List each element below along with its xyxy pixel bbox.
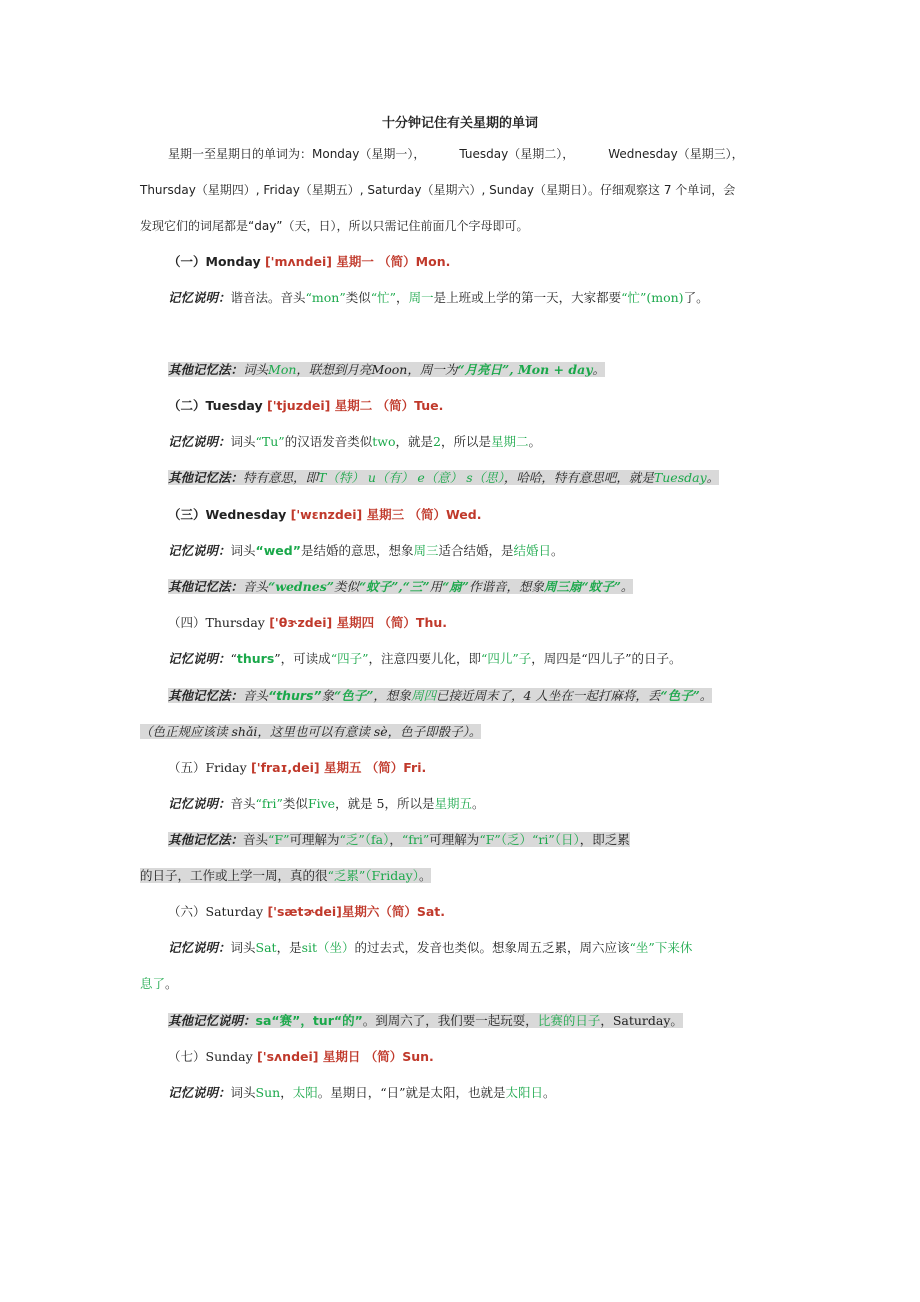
text: ，所以是 <box>440 434 491 449</box>
text: “坐”下来休 <box>629 940 693 955</box>
text: 词头 <box>230 543 256 558</box>
intro-line-1 <box>168 144 790 164</box>
text: 星期五 <box>434 796 473 811</box>
text: sa“赛”，tur“的” <box>255 1013 363 1028</box>
text: ， <box>396 290 409 305</box>
text: “四子” <box>330 651 369 666</box>
intro-line-2: Thursday（星期四）, Friday（星期五）, Saturday（星期六）, Sunday（星期日）。仔细观察这 7 个单词，会 <box>140 183 736 197</box>
text: 特有意思，即 <box>243 470 319 485</box>
text: 结婚日 <box>513 543 551 558</box>
text: 词头 <box>230 940 256 955</box>
memory-label: 记忆说明： <box>168 543 231 558</box>
text: “忙”(mon) <box>621 290 684 305</box>
text: 太阳 <box>292 1085 318 1100</box>
memory-label: 记忆说明： <box>168 651 231 666</box>
text: 太阳日 <box>505 1085 544 1100</box>
memory-label: 记忆说明： <box>168 434 231 449</box>
intro-text-1c: Wednesday（星期三）， <box>608 147 744 161</box>
text: Sun <box>255 1085 281 1100</box>
text: 周一 <box>408 290 434 305</box>
text: 。 <box>699 688 713 703</box>
heading-phonetic: ['tjuzdei] 星期二 （简）Tue. <box>262 398 444 413</box>
text: “色子” <box>660 688 700 703</box>
heading-number: （三） <box>168 507 206 522</box>
heading-word: Tuesday <box>205 398 263 413</box>
text: 音头 <box>243 832 269 847</box>
intro-text-1b: Tuesday（星期二）， <box>459 147 575 161</box>
monday-memory-note <box>168 288 790 308</box>
text: thurs <box>236 651 275 666</box>
text: ，周四是“四儿子”的日子。 <box>531 651 682 666</box>
saturday-other-method <box>168 1011 790 1031</box>
tuesday-other-method <box>168 468 790 488</box>
memory-label: 记忆说明： <box>168 290 231 305</box>
heading-phonetic: ['mʌndei] 星期一 （简）Mon. <box>260 254 451 269</box>
text: “四儿”子 <box>480 651 532 666</box>
highlighted-text <box>168 688 712 703</box>
text: “thurs” <box>268 688 322 703</box>
heading-number: （六）Saturday <box>168 904 264 919</box>
text: 。 <box>472 796 485 811</box>
text: 。 <box>551 543 564 558</box>
text: “fri” <box>255 796 283 811</box>
text: 。到周六了，我们要一起玩耍， <box>362 1013 538 1028</box>
highlighted-text <box>168 470 719 485</box>
text: 已接近周末了，4 人坐在一起打麻将，丢 <box>435 688 661 703</box>
text: ，注意四要儿化，即 <box>368 651 481 666</box>
text: 词头 <box>243 362 269 377</box>
text: Five <box>307 796 336 811</box>
text: 适合结婚，是 <box>438 543 514 558</box>
text: “乏累”（Friday） <box>327 868 419 883</box>
text: 。 <box>620 579 634 594</box>
intro-text-1a: 星期一至星期日的单词为：Monday（星期一）， <box>168 147 426 161</box>
heading-number: （二） <box>168 398 206 413</box>
text: Moon，周一为 <box>371 362 458 377</box>
text: “ <box>230 651 237 666</box>
tuesday-memory-note <box>168 432 790 452</box>
text: 用 <box>429 579 443 594</box>
text: 谐音法。音头 <box>230 290 306 305</box>
heading-phonetic: ['sætɚdei]星期六（简）Sat. <box>263 904 446 919</box>
thursday-other-method-cont <box>140 722 790 742</box>
text: 音头 <box>243 688 269 703</box>
text: “色子” <box>334 688 374 703</box>
text: Tuesday <box>653 470 707 485</box>
heading-word: Wednesday <box>205 507 287 522</box>
text: ，Saturday。 <box>600 1013 683 1028</box>
text: “fri” <box>401 832 430 847</box>
wednesday-heading <box>168 505 790 525</box>
saturday-memory-note <box>168 938 790 958</box>
text: 是上班或上学的第一天，大家都要 <box>433 290 622 305</box>
page-title: 十分钟记住有关星期的单词 <box>381 116 538 131</box>
saturday-memory-note-cont <box>140 974 790 994</box>
text: 词头 <box>230 434 256 449</box>
text: 。星期日，“日”就是太阳，也就是 <box>317 1085 506 1100</box>
tuesday-heading <box>168 396 790 416</box>
text: ，是 <box>276 940 302 955</box>
highlighted-text <box>168 832 630 847</box>
other-label: 其他记忆法： <box>168 470 244 485</box>
text: 。 <box>592 362 605 377</box>
text: ，就是 <box>395 434 433 449</box>
thursday-other-method <box>168 686 790 706</box>
text: 可理解为 <box>429 832 480 847</box>
text: 周三扇“蚊子” <box>544 579 621 594</box>
other-label: 其他记忆法： <box>168 579 244 594</box>
wednesday-memory-note <box>168 541 790 561</box>
text: “F”（乏）“ri”（日） <box>479 832 580 847</box>
heading-number: （一） <box>168 254 206 269</box>
text: “wed” <box>255 543 301 558</box>
highlighted-text <box>168 1013 683 1028</box>
text: 可理解为 <box>289 832 340 847</box>
friday-other-method <box>168 830 790 850</box>
highlighted-text <box>140 868 431 883</box>
text: “wednes” <box>268 579 334 594</box>
text: 类似 <box>345 290 371 305</box>
intro-line-3: 发现它们的词尾都是“day”（天，日），所以只需记住前面几个字母即可。 <box>140 219 529 233</box>
other-label: 其他记忆法： <box>168 688 244 703</box>
text: ，就是 5，所以是 <box>335 796 435 811</box>
thursday-memory-note <box>168 649 790 669</box>
highlighted-text: （色正规应该读 shǎi，这里也可以有意读 sè，色子即骰子）。 <box>140 724 482 739</box>
text: ， <box>280 1085 293 1100</box>
thursday-heading <box>168 613 790 633</box>
text: ， <box>389 832 402 847</box>
sunday-heading <box>168 1047 790 1067</box>
heading-word: Monday <box>205 254 261 269</box>
text: 音头 <box>243 579 269 594</box>
text: ，哈哈，特有意思吧，就是 <box>503 470 654 485</box>
text: Sat <box>255 940 277 955</box>
highlighted-text <box>168 579 633 594</box>
text: 比赛的日子 <box>537 1013 601 1028</box>
text: “mon” <box>305 290 346 305</box>
heading-phonetic: ['sʌndei] 星期日 （简）Sun. <box>252 1049 434 1064</box>
text: T（特） u（有） e（意） s（思） <box>318 470 504 485</box>
other-label: 其他记忆法： <box>168 362 244 377</box>
text: 了。 <box>683 290 709 305</box>
friday-heading <box>168 758 790 778</box>
text: 。 <box>528 434 541 449</box>
text: 音头 <box>230 796 256 811</box>
text: 类似 <box>282 796 308 811</box>
text: 象 <box>321 688 335 703</box>
text: sit（坐） <box>301 940 355 955</box>
memory-label: 记忆说明： <box>168 940 231 955</box>
heading-number: （五）Friday <box>168 760 247 775</box>
text: 。 <box>418 868 432 883</box>
text: ，即乏累 <box>579 832 630 847</box>
text: “乏”（fa） <box>339 832 390 847</box>
memory-label: 记忆说明： <box>168 796 231 811</box>
text: 的日子，工作或上学一周，真的很 <box>140 868 328 883</box>
monday-other-method <box>168 360 790 380</box>
text: 作谐音，想象 <box>469 579 545 594</box>
text: ”，可读成 <box>274 651 331 666</box>
highlighted-text <box>168 362 605 377</box>
text: 是结婚的意思，想象 <box>300 543 414 558</box>
text: “Tu” <box>255 434 285 449</box>
heading-number: （七）Sunday <box>168 1049 253 1064</box>
text: 。 <box>543 1085 556 1100</box>
text: 词头 <box>230 1085 256 1100</box>
text: 2 <box>432 434 441 449</box>
wednesday-other-method <box>168 577 790 597</box>
other-label: 其他记忆法： <box>168 832 244 847</box>
text: ，想象 <box>373 688 411 703</box>
text: 。 <box>706 470 720 485</box>
heading-phonetic: ['fraɪ,dei] 星期五 （简）Fri. <box>246 760 427 775</box>
heading-phonetic: ['wɛnzdei] 星期三 （简）Wed. <box>286 507 482 522</box>
text: “忙” <box>370 290 397 305</box>
text: 类似 <box>333 579 359 594</box>
sunday-memory-note <box>168 1083 790 1103</box>
text: “月亮日”, Mon + day <box>457 362 593 377</box>
monday-heading <box>168 252 790 272</box>
text: 。 <box>165 976 178 991</box>
text: 周三 <box>413 543 439 558</box>
text: two <box>372 434 396 449</box>
saturday-heading <box>168 902 790 922</box>
text: 息了 <box>140 976 166 991</box>
text: ，联想到月亮 <box>296 362 372 377</box>
friday-memory-note <box>168 794 790 814</box>
memory-label: 记忆说明： <box>168 1085 231 1100</box>
heading-phonetic: ['θɝzdei] 星期四 （简）Thu. <box>264 615 448 630</box>
text: “扇” <box>442 579 469 594</box>
text: 星期二 <box>490 434 529 449</box>
text: 周四 <box>410 688 436 703</box>
text: “F” <box>268 832 290 847</box>
heading-number: （四）Thursday <box>168 615 265 630</box>
text: 的过去式，发音也类似。想象周五乏累，周六应该 <box>354 940 630 955</box>
friday-other-method-cont <box>140 866 790 886</box>
text: Mon <box>268 362 297 377</box>
other-label: 其他记忆说明： <box>168 1013 256 1028</box>
text: 的汉语发音类似 <box>284 434 373 449</box>
text: “蚊子”,“三” <box>358 579 430 594</box>
